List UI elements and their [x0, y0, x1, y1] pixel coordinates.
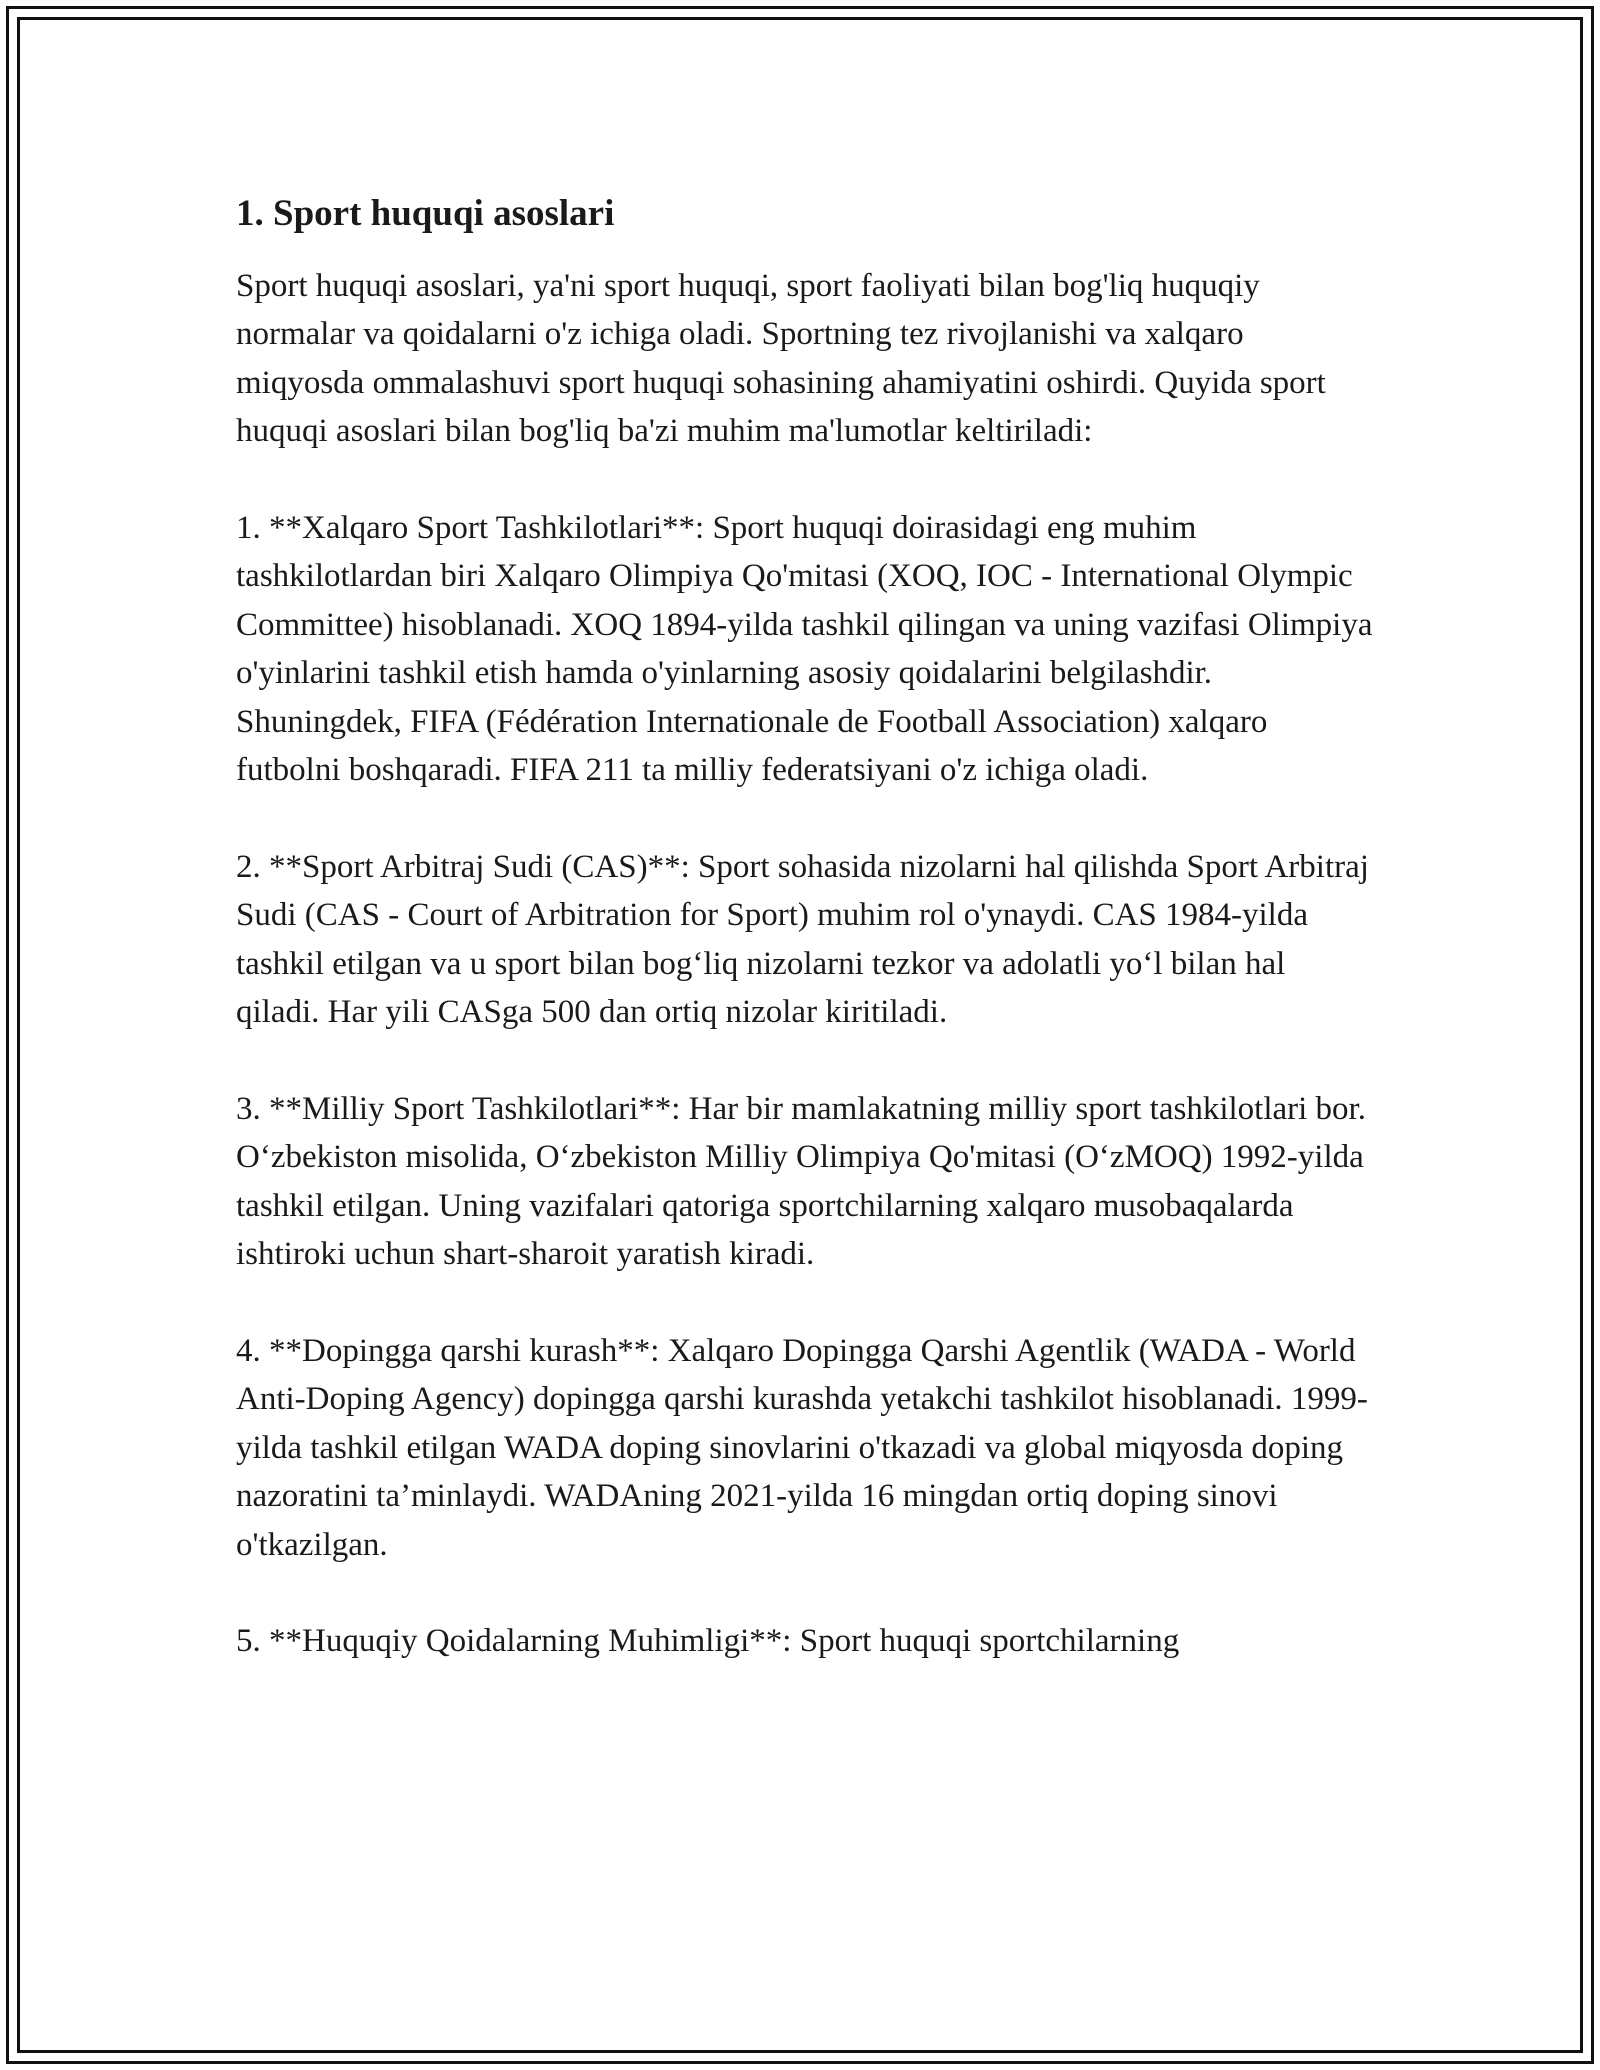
intro-paragraph: Sport huquqi asoslari, ya'ni sport huquqi, sport faoliyati bilan bog'liq huquqiy normalar va qoidalarni o'z ichiga oladi. Sportning tez rivojlanishi va xalqaro miqyosda ommalashuvi sport huquqi sohasining ahamiyatini oshirdi. Quyida sport huquqi asoslari bilan bog'liq ba'zi muhim ma'lumotlar keltiriladi: — [236, 268, 1326, 450]
paragraph-international-organizations: 1. **Xalqaro Sport Tashkilotlari**: Sport huquqi doirasidagi eng muhim tashkilotlardan biri Xalqaro Olimpiya Qo'mitasi (XOQ, IOC - International Olympic Committee) hisoblanadi. XOQ 1894-yilda tashkil qilingan va uning vazifasi Olimpiya o'yinlarini tashkil etish hamda o'yinlarning asosiy qoidalarini belgilashdir. Shuningdek, FIFA (Fédération Internationale de Football Association) xalqaro futbolni boshqaradi. FIFA 211 ta milliy federatsiyani o'z ichiga oladi. — [236, 510, 1373, 789]
paragraph-anti-doping: 4. **Dopingga qarshi kurash**: Xalqaro Dopingga Qarshi Agentlik (WADA - World Anti-Doping Agency) dopingga qarshi kurashda yetakchi tashkilot hisoblanadi. 1999-yilda tashkil etilgan WADA doping sinovlarini o'tkazadi va global miqyosda doping nazoratini ta’minlaydi. WADAning 2021-yilda 16 mingdan ortiq doping sinovi o'tkazilgan. — [236, 1332, 1368, 1563]
paragraph-national-organizations: 3. **Milliy Sport Tashkilotlari**: Har bir mamlakatning milliy sport tashkilotlari bor. O‘zbekiston misolida, O‘zbekiston Milliy Olimpiya Qo'mitasi (O‘zMOQ) 1992-yilda tashkil etilgan. Uning vazifalari qatoriga sportchilarning xalqaro musobaqalarda ishtiroki uchun shart-sharoit yaratish kiradi. — [236, 1090, 1366, 1273]
document-body — [236, 190, 1376, 1666]
paragraph-arbitration-court: 2. **Sport Arbitraj Sudi (CAS)**: Sport sohasida nizolarni hal qilishda Sport Arbitraj Sudi (CAS - Court of Arbitration for Sport) muhim rol o'ynaydi. CAS 1984-yilda tashkil etilgan va u sport bilan bog‘liq nizolarni tezkor va adolatli yo‘l bilan hal qiladi. Har yili CASga 500 dan ortiq nizolar kiritiladi. — [236, 848, 1369, 1031]
paragraph-legal-rules: 5. **Huquqiy Qoidalarning Muhimligi**: Sport huquqi sportchilarning — [236, 1623, 1180, 1660]
section-heading: 1. Sport huquqi asoslari — [236, 193, 615, 234]
